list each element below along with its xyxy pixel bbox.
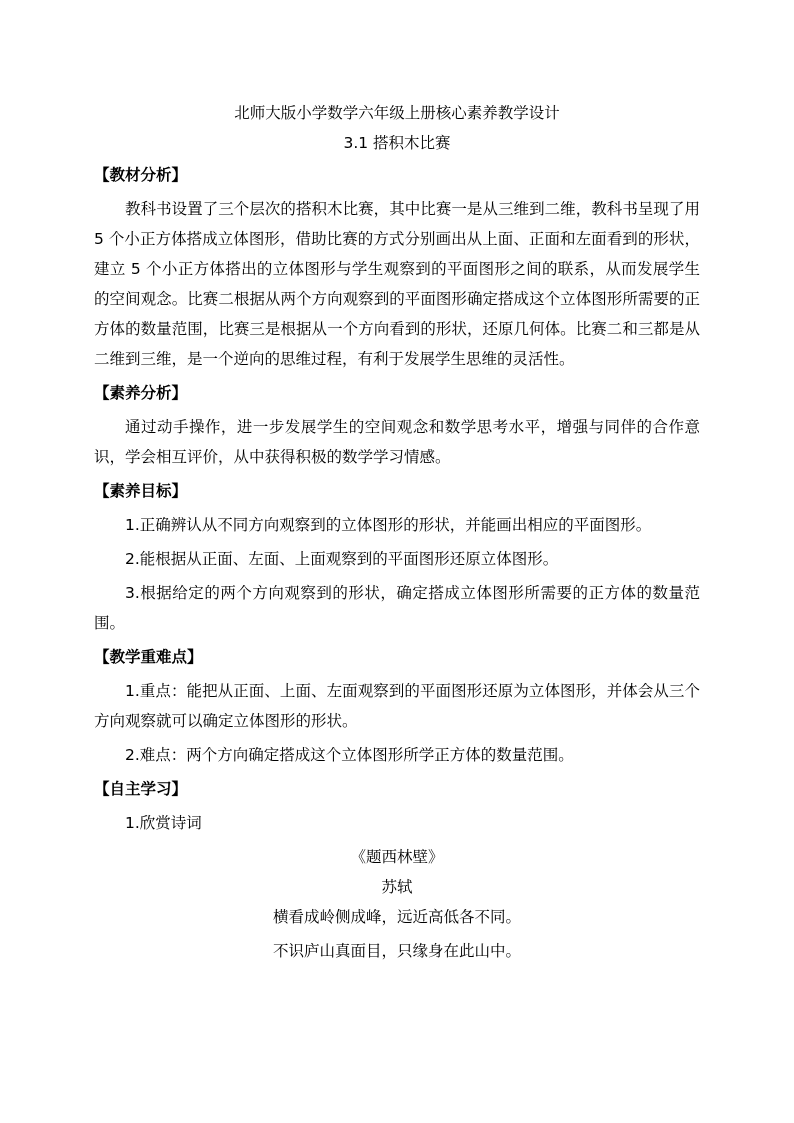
heading-self-study: 【自主学习】: [94, 780, 188, 798]
key-point-item-1: 1.重点：能把从正面、上面、左面观察到的平面图形还原为立体图形，并体会从三个方向观察就可以确定立体图形的形状。: [94, 682, 700, 730]
document-content: [94, 98, 700, 970]
heading-literacy-goals: 【素养目标】: [94, 482, 188, 500]
heading-key-points: 【教学重难点】: [94, 648, 203, 666]
textbook-analysis-paragraph: 教科书设置了三个层次的搭积木比赛，其中比赛一是从三维到二维，教科书呈现了用 5 个小正方体搭成立体图形，借助比赛的方式分别画出从上面、正面和左面看到的形状，建立 5 个小正方体搭出的立体图形与学生观察到的平面图形之间的联系，从而发展学生的空间观念。比赛二根据从两个方向观察到的平面图形确定搭成这个立体图形所需要的正方体的数量范围，比赛三是根据从一个方向看到的形状，还原几何体。比赛二和三都是从二维到三维，是一个逆向的思维过程，有利于发展学生思维的灵活性。: [94, 200, 700, 368]
key-point-item-2: 2.难点：两个方向确定搭成这个立体图形所学正方体的数量范围。: [125, 746, 574, 764]
heading-textbook-analysis: 【教材分析】: [94, 166, 188, 184]
literacy-analysis-paragraph: 通过动手操作，进一步发展学生的空间观念和数学思考水平，增强与同伴的合作意识，学会相互评价，从中获得积极的数学学习情感。: [94, 418, 700, 466]
goal-item-3: 3.根据给定的两个方向观察到的形状，确定搭成立体图形所需要的正方体的数量范围。: [94, 584, 700, 632]
poem-author: 苏轼: [381, 878, 413, 896]
goal-item-1: 1.正确辨认从不同方向观察到的立体图形的形状，并能画出相应的平面图形。: [125, 516, 652, 534]
lesson-title: 3.1 搭积木比赛: [343, 134, 451, 152]
poem-line-2: 不识庐山真面目，只缘身在此山中。: [272, 942, 521, 960]
poem-title: 《题西林壁》: [350, 848, 444, 866]
self-study-item-1: 1.欣赏诗词: [125, 814, 202, 832]
poem-line-1: 横看成岭侧成峰，远近高低各不同。: [272, 908, 521, 926]
document-title: 北师大版小学数学六年级上册核心素养教学设计: [234, 104, 560, 122]
goal-item-2: 2.能根据从正面、左面、上面观察到的平面图形还原立体图形。: [125, 550, 559, 568]
heading-literacy-analysis: 【素养分析】: [94, 384, 188, 402]
